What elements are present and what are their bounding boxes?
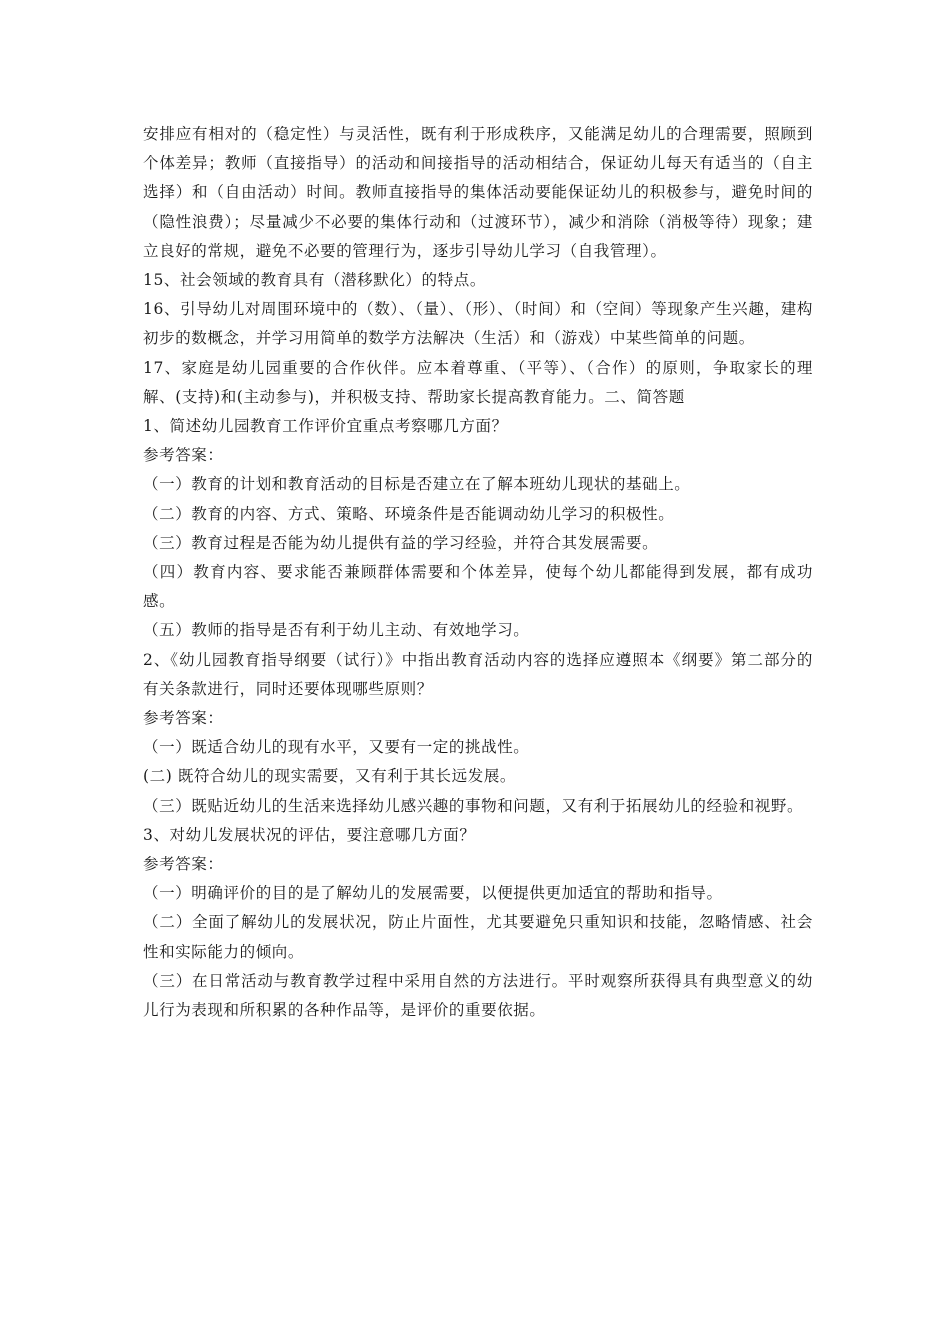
answer-2-point-1: （一）既适合幼儿的现有水平，又要有一定的挑战性。 — [143, 738, 530, 757]
document-body — [143, 120, 813, 1025]
answer-label-3: 参考答案： — [143, 855, 224, 874]
answer-2-point-3: （三）既贴近幼儿的生活来选择幼儿感兴趣的事物和问题，又有利于拓展幼儿的经验和视野。 — [143, 796, 804, 815]
answer-1-point-2: （二）教育的内容、方式、策略、环境条件是否能调动幼儿学习的积极性。 — [143, 504, 675, 523]
question-1: 1、简述幼儿园教育工作评价宜重点考察哪几方面？ — [143, 417, 508, 436]
answer-label-1: 参考答案： — [143, 446, 224, 465]
item-16-math-interest: 16、引导幼儿对周围环境中的（数）、（量）、（形）、（时间）和（空间）等现象产生兴趣，建构初步的数概念，并学习用简单的数学方法解决（生活）和（游戏）中某些简单的问题。 — [143, 300, 813, 348]
answer-3-point-2: （二）全面了解幼儿的发展状况，防止片面性，尤其要避免只重知识和技能，忽略情感、社会性和实际能力的倾向。 — [143, 913, 813, 961]
answer-1-point-1: （一）教育的计划和教育活动的目标是否建立在了解本班幼儿现状的基础上。 — [143, 475, 691, 494]
question-2: 2、《幼儿园教育指导纲要（试行）》中指出教育活动内容的选择应遵照本《纲要》第二部分的有关条款进行，同时还要体现哪些原则？ — [143, 650, 813, 698]
answer-1-point-3: （三）教育过程是否能为幼儿提供有益的学习经验，并符合其发展需要。 — [143, 533, 659, 552]
answer-3-point-3: （三）在日常活动与教育教学过程中采用自然的方法进行。平时观察所获得具有典型意义的幼儿行为表现和所积累的各种作品等，是评价的重要依据。 — [143, 971, 813, 1020]
item-15-social-domain: 15、社会领域的教育具有（潜移默化）的特点。 — [143, 271, 486, 290]
answer-3-point-1: （一）明确评价的目的是了解幼儿的发展需要，以便提供更加适宜的帮助和指导。 — [143, 884, 723, 903]
answer-1-point-5: （五）教师的指导是否有利于幼儿主动、有效地学习。 — [143, 621, 530, 640]
answer-label-2: 参考答案： — [143, 709, 224, 728]
paragraph-schedule-arrangement: 安排应有相对的（稳定性）与灵活性，既有利于形成秩序，又能满足幼儿的合理需要，照顾到个体差异；教师（直接指导）的活动和间接指导的活动相结合，保证幼儿每天有适当的（自主选择）和（自由活动）时间。教师直接指导的集体活动要能保证幼儿的积极参与，避免时间的（隐性浪费）；尽量减少不必要的集体行动和（过渡环节），减少和消除（消极等待）现象；建立良好的常规，避免不必要的管理行为，逐步引导幼儿学习（自我管理）。 — [143, 125, 813, 260]
answer-1-point-4: （四）教育内容、要求能否兼顾群体需要和个体差异，使每个幼儿都能得到发展，都有成功感。 — [143, 563, 813, 611]
question-3: 3、对幼儿发展状况的评估，要注意哪几方面？ — [143, 825, 476, 844]
item-17-family-partnership: 17、家庭是幼儿园重要的合作伙伴。应本着尊重、（平等）、（合作）的原则，争取家长的理解、(支持)和(主动参与)，并积极支持、帮助家长提高教育能力。二、简答题 — [143, 358, 813, 406]
answer-2-point-2: (二) 既符合幼儿的现实需要，又有利于其长远发展。 — [143, 767, 517, 786]
